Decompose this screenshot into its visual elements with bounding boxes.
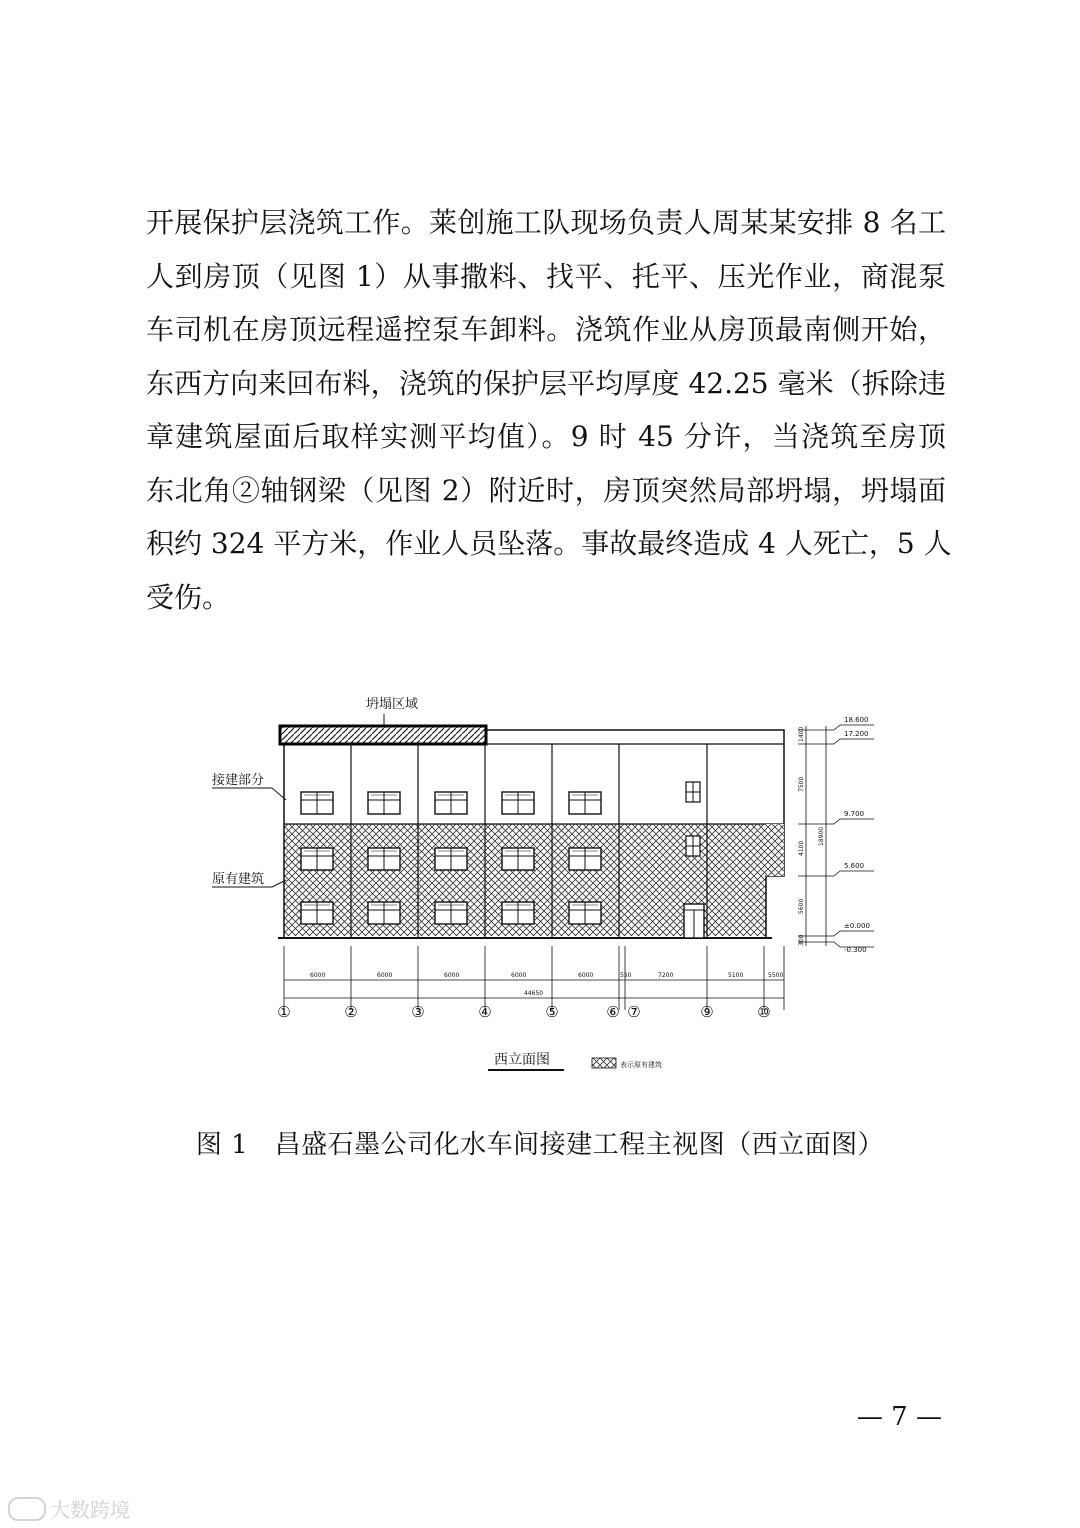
original-building-label: 原有建筑 [212,872,265,887]
svg-text:-0.300: -0.300 [844,946,867,954]
elevation-drawing [180,680,900,1100]
bay-dimensions [310,972,783,997]
svg-text:7200: 7200 [658,972,674,979]
svg-text:6000: 6000 [578,972,594,979]
svg-text:±0.000: ±0.000 [844,922,870,930]
paragraph-line: 车司机在房顶远程遥控泵车卸料。浇筑作业从房顶最南侧开始， [146,313,946,346]
page-number: — 7 — [856,1402,942,1432]
collapse-area-bar [280,726,486,744]
collapse-area-label: 坍塌区域 [366,697,419,712]
watermark-text: 大数跨境 [50,1498,130,1522]
paragraph-line: 章建筑屋面后取样实测平均值）。9 时 45 分许，当浇筑至房顶 [146,420,946,453]
svg-text:④: ④ [478,1003,492,1021]
body-paragraph [146,196,952,624]
svg-text:300: 300 [798,934,805,946]
paragraph-line: 积约 324 平方米，作业人员坠落。事故最终造成 4 人死亡，5 人 [146,527,952,560]
vertical-dimension [798,725,874,947]
svg-text:⑤: ⑤ [545,1003,559,1021]
svg-text:6000: 6000 [310,972,326,979]
svg-text:550: 550 [620,972,632,979]
figure-caption: 图 1 昌盛石墨公司化水车间接建工程主视图（西立面图） [195,1130,885,1160]
paragraph-line: 开展保护层浇筑工作。莱创施工队现场负责人周某某安排 8 名工 [146,206,946,239]
svg-text:1400: 1400 [798,726,805,742]
elevation-marks [844,716,870,954]
svg-text:③: ③ [411,1003,425,1021]
paragraph-line: 人到房顶（见图 1）从事撒料、找平、托平、压光作业，商混泵 [146,259,946,293]
svg-text:9.700: 9.700 [844,810,865,818]
horizontal-dimension [284,946,784,1010]
svg-text:18.600: 18.600 [844,716,869,724]
svg-text:5600: 5600 [798,898,805,914]
svg-text:⑨: ⑨ [700,1003,714,1021]
svg-text:18900: 18900 [818,826,825,846]
svg-text:6000: 6000 [511,972,527,979]
watermark [8,1494,130,1523]
svg-text:⑥: ⑥ [606,1003,620,1021]
svg-text:5100: 5100 [728,972,744,979]
axis-labels [277,1003,770,1021]
svg-text:5.600: 5.600 [844,862,865,870]
svg-text:44650: 44650 [524,990,544,997]
svg-text:⑦: ⑦ [627,1003,641,1021]
drawing-title: 西立面图 [494,1052,550,1068]
svg-text:5500: 5500 [768,972,784,979]
legend-text: 表示原有建筑 [620,1061,662,1069]
vertical-dim-values [798,727,825,946]
svg-text:①: ① [277,1003,291,1021]
paragraph-line: 受伤。 [146,580,231,614]
paragraph-line: 东北角②轴钢梁（见图 2）附近时，房顶突然局部坍塌，坍塌面 [146,473,946,507]
svg-text:⑩: ⑩ [757,1003,771,1021]
svg-text:6000: 6000 [444,972,460,979]
svg-text:6000: 6000 [377,972,393,979]
watermark-logo-icon [8,1497,46,1521]
legend-swatch [592,1058,616,1068]
paragraph-line: 东西方向来回布料，浇筑的保护层平均厚度 42.25 毫米（拆除违 [146,366,946,400]
extension-label: 接建部分 [212,773,265,788]
svg-text:②: ② [344,1003,358,1021]
svg-text:17.200: 17.200 [844,730,869,738]
svg-text:7500: 7500 [798,776,805,792]
svg-text:4100: 4100 [798,840,805,856]
